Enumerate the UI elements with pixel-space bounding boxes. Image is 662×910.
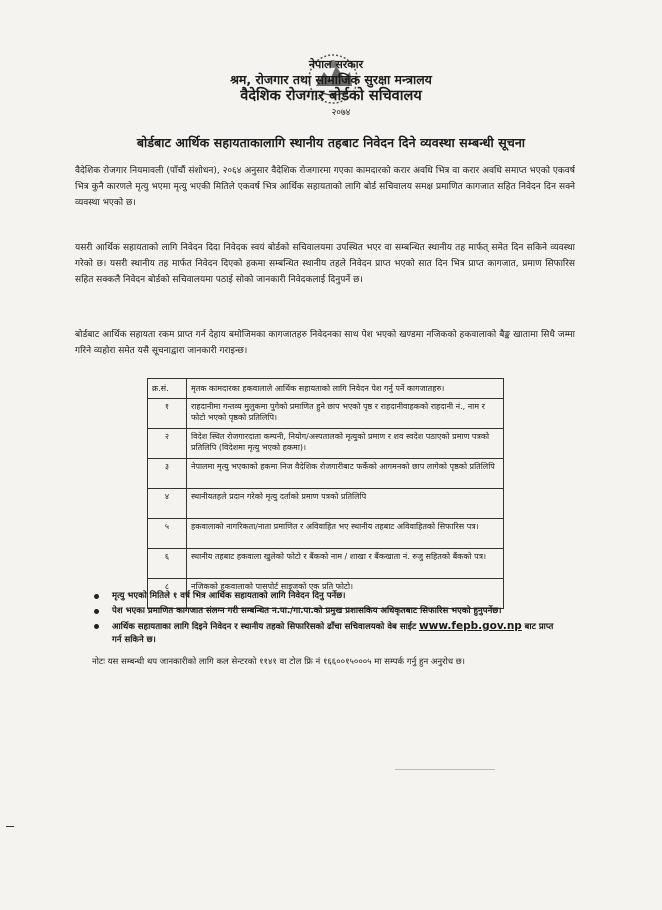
- required-documents-table: [147, 378, 504, 609]
- note-text: आर्थिक सहायताका लागि दिइने निवेदन र स्थानीय तहको सिफारिसको ढाँचा सचिवालयको वेब साईट: [112, 622, 417, 632]
- table-row: [148, 519, 504, 549]
- column-header-number: क्र.सं.: [148, 379, 187, 399]
- table-row: [148, 429, 504, 459]
- row-number: ८: [148, 579, 187, 609]
- column-header-documents: मृतक कामदारका हकवालाले आर्थिक सहायताको लागि निवेदन पेश गर्नु पर्ने कागजातहरु।: [187, 379, 504, 399]
- notice-title: बोर्डबाट आर्थिक सहायताकालागि स्थानीय तहबाट निवेदन दिने व्यवस्था सम्बन्धी सूचना: [136, 135, 526, 150]
- year-label: २०७४: [331, 108, 351, 118]
- row-document: स्थानीयतहले प्रदान गरेको मृत्यु दर्ताको प्रमाण पत्रको प्रतिलिपि: [187, 489, 504, 519]
- bullet-icon: [94, 609, 99, 614]
- note-text: पेश भएका प्रमाणित कागजात संलग्न गरी सम्बन्धित न.पा./गा.पा.को प्रमुख प्रशासकिय अधिकृतबाट सिफारिस भएको हुनुपर्नेछ।: [112, 606, 502, 616]
- table-row: [148, 549, 504, 579]
- footnote: नोटः यस सम्बन्धी थप जानकारीको लागि कल सेन्टरको ११४१ वा टोल फ्रि नं १६६००१५०००५ मा सम्पर्क गर्नु हुन अनुरोध छ।: [92, 657, 465, 667]
- office-name: वैदेशिक रोजगार बोर्डको सचिवालय: [240, 88, 422, 104]
- note-text-after: बाट प्राप्त गर्न सकिने छ।: [112, 622, 554, 645]
- row-document: नेपालमा मृत्यु भएकाको हकमा निज वैदेशिक रोजगारीबाट फर्केको आगमनको छाप लागेको पृष्ठको प्रतिलिपि: [187, 459, 504, 489]
- government-name: नेपाल सरकार: [308, 58, 364, 71]
- row-document: नजिकको हकवालाको पासपोर्ट साइजको एक प्रति फोटो।: [187, 579, 504, 609]
- edge-mark: [6, 826, 14, 827]
- list-item: [92, 620, 562, 647]
- table-row: [148, 459, 504, 489]
- paragraph-2: यसरी आर्थिक सहायताको लागि निवेदन दिदा निवेदक स्वयं बोर्डको सचिवालयमा उपस्थित भएर वा सम्बन्धित स्थानीय तह मार्फत् समेत दिन सकिने व्यवस्था गरेको छ। यसरी स्थानीय तह मार्फत निवेदन दिएको हकमा सम्बन्धित स्थानीय तहले निवेदन प्राप्त भएको सात दिन भित्र प्राप्त कागजात, प्रमाण सिफारिस सहित सक्कलै निवेदन बोर्डको सचिवालयमा पठाई सोको जानकारी निवेदकलाई दिनुपर्ने छ।: [75, 243, 575, 285]
- ministry-name: श्रम, रोजगार तथा सामाजिक सुरक्षा मन्त्रालय: [230, 72, 432, 87]
- scan-artifact: [395, 769, 495, 770]
- row-document: राहदानीमा गन्तव्य मुलुकमा पुगेको प्रमाणित हुने छाप भएको पृष्ठ र राहदानीवाहकको राहदानी नं., नाम र फोटो भएको पृष्ठको प्रतिलिपि।: [187, 399, 504, 429]
- row-number: ५: [148, 519, 187, 549]
- table-header-row: [148, 379, 504, 399]
- bullet-icon: [94, 594, 99, 599]
- bullet-icon: [94, 624, 99, 629]
- note-text: मृत्यु भएको मितिले १ वर्ष भित्र आर्थिक सहायताको लागि निवेदन दिनु पर्नेछ।: [112, 591, 346, 601]
- row-document: हकवालाको नागरिकता/नाता प्रमाणित र अविवाहित भए स्थानीय तहबाट अविवाहितको सिफारिस पत्र।: [187, 519, 504, 549]
- row-document: विदेश स्थित रोजगारदाता कम्पनी, नियोग/अस्पतालको मृत्युको प्रमाण र शव स्वदेश पठाएको प्रमाण पत्रको प्रतिलिपि (विदेशमा मृत्यु भएको हकमा)।: [187, 429, 504, 459]
- row-number: ३: [148, 459, 187, 489]
- row-number: २: [148, 429, 187, 459]
- paragraph-1: वैदेशिक रोजगार नियमावली (पाँचौं संशोधन), २०६४ अनुसार वैदेशिक रोजगारमा गएका कामदारको करार अवधि भित्र वा करार अवधि समाप्त भएको एकवर्ष भित्र कुनै कारणले मृत्यु भएमा मृत्यु भएकी मितिले एकवर्ष भित्र आर्थिक सहायताको लागि बोर्ड सचिवालय समक्ष प्रमाणित कागजात सहित निवेदन दिन सक्ने व्यवस्था भएको छ।: [75, 166, 575, 208]
- row-number: ६: [148, 549, 187, 579]
- website-link[interactable]: www.fepb.gov.np: [418, 620, 522, 632]
- row-number: ४: [148, 489, 187, 519]
- list-item: [92, 590, 562, 603]
- table-row: [148, 399, 504, 429]
- row-number: १: [148, 399, 187, 429]
- paragraph-3: बोर्डबाट आर्थिक सहायता रकम प्राप्त गर्न देहाय बमोजिमका कागजातहरु निवेदनका साथ पेश भएको खण्डमा नजिकको हकवालाको बैङ्क खातामा सिधै जम्मा गरिने व्यहोरा समेत यसै सूचनाद्वारा जानकारी गराइन्छ।: [75, 330, 575, 356]
- table-row: [148, 489, 504, 519]
- letterhead: [0, 58, 662, 119]
- row-document: स्थानीय तहबाट हकवाला खुलेको फोटो र बैंकको नाम / शाखा र बैंकखाता नं. रुजु सहितको बैंकको पत्र।: [187, 549, 504, 579]
- notes-list: [92, 590, 562, 649]
- list-item: [92, 605, 562, 618]
